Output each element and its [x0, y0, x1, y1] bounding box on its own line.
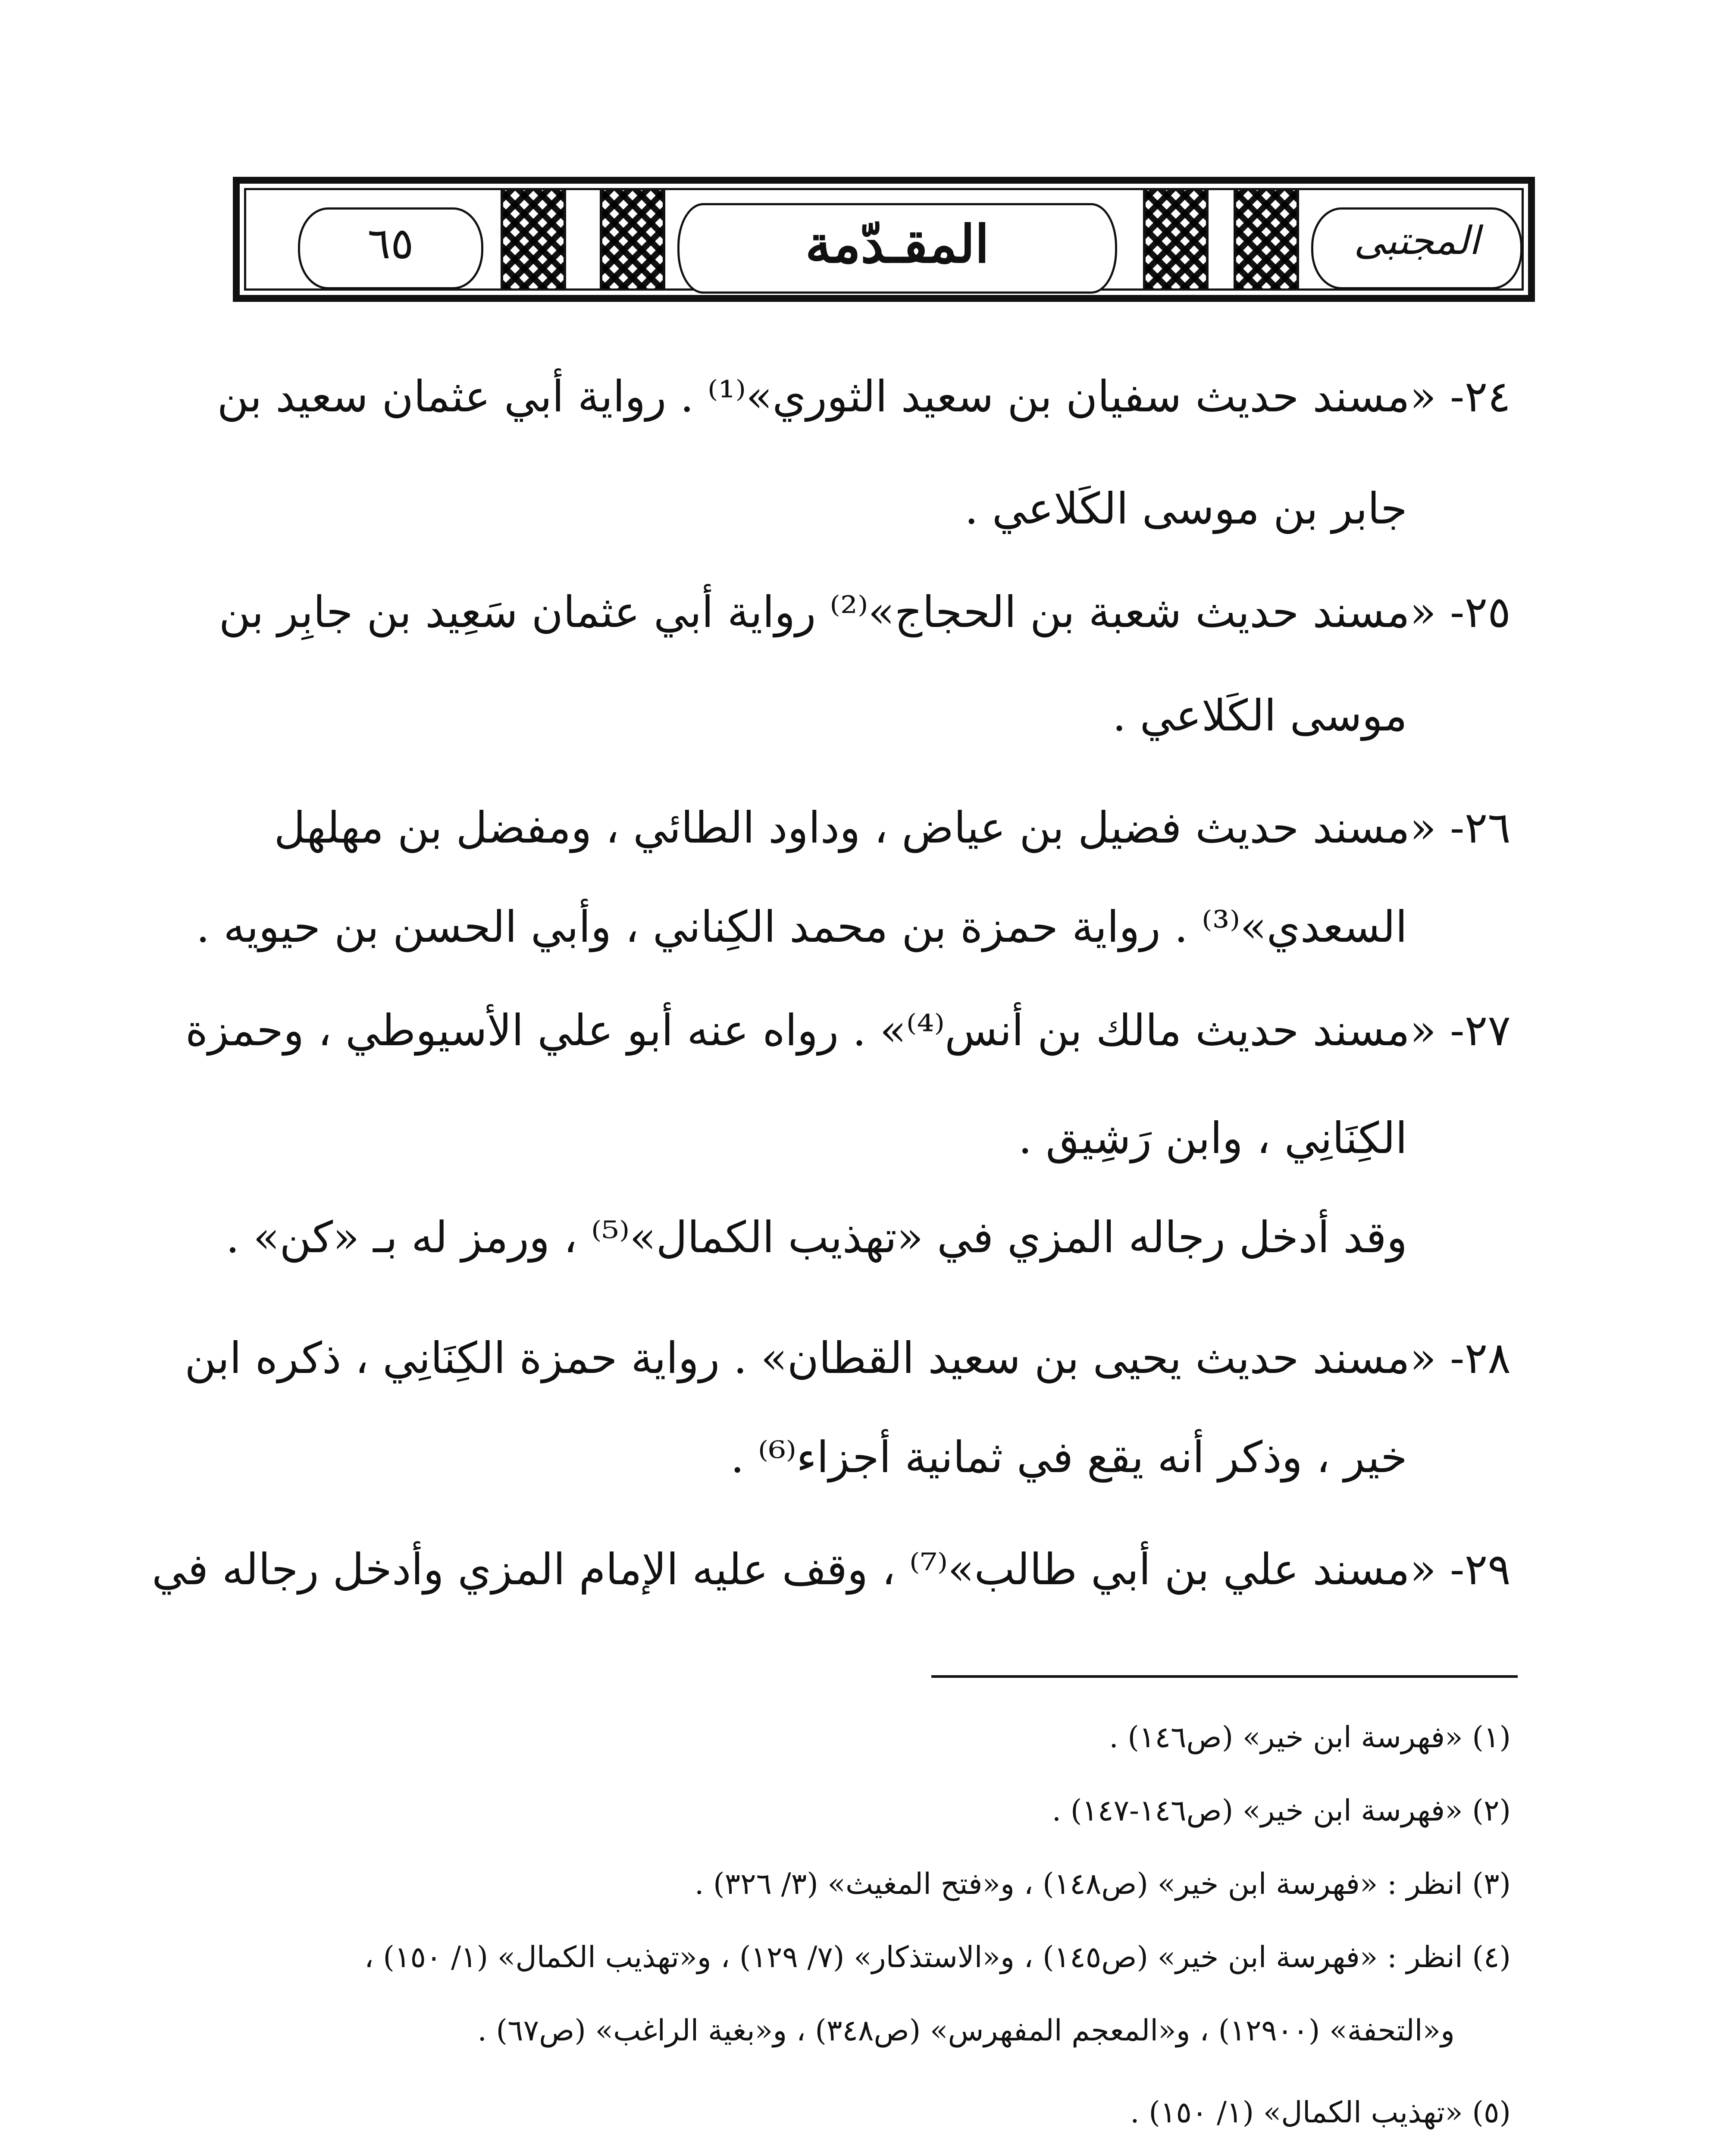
footnote-3: (٣) انظر : «فهرسة ابن خير» (ص١٤٨) ، و«فتح المغيث» (٣/ ٣٢٦) .: [694, 1867, 1511, 1901]
entry-25-line-1: ٢٥- «مسند حديث شعبة بن الحجاج»⁽²⁾ رواية أبي عثمان سَعِيد بن جابِر بن: [219, 587, 1511, 637]
running-title-cartouche: [677, 203, 1117, 294]
entry-24-line-1: ٢٤- «مسند حديث سفيان بن سعيد الثوري»⁽¹⁾ . رواية أبي عثمان سعيد بن: [217, 371, 1511, 422]
running-title: المقـدّمة: [805, 214, 990, 275]
entry-25-line-2: موسى الكَلاعي .: [1112, 690, 1407, 741]
footnote-5: (٥) «تهذيب الكمال» (١/ ١٥٠) .: [1130, 2096, 1511, 2130]
entry-27-line-3: وقد أدخل رجاله المزي في «تهذيب الكمال»⁽⁵⁾ ، ورمز له بـ «كن» .: [225, 1212, 1407, 1263]
entry-27-line-1: ٢٧- «مسند حديث مالك بن أنس⁽⁴⁾» . رواه عنه أبو علي الأسيوطي ، وحمزة: [185, 1005, 1511, 1056]
page-number: ٦٥: [367, 218, 414, 269]
page-header: [233, 177, 1535, 302]
header-frame: [244, 188, 1524, 291]
entry-27-line-2: الكِنَانِي ، وابن رَشِيق .: [1018, 1113, 1407, 1163]
footnote-1: (١) «فهرسة ابن خير» (ص١٤٦) .: [1109, 1720, 1511, 1755]
entry-28-line-1: ٢٨- «مسند حديث يحيى بن سعيد القطان» . رواية حمزة الكِنَانِي ، ذكره ابن: [185, 1333, 1511, 1383]
footnote-2: (٢) «فهرسة ابن خير» (ص١٤٦-١٤٧) .: [1052, 1794, 1511, 1828]
entry-29-line-1: ٢٩- «مسند علي بن أبي طالب»⁽⁷⁾ ، وقف عليه الإمام المزي وأدخل رجاله في: [152, 1544, 1511, 1595]
ornament-icon: [600, 190, 665, 288]
entry-26-line-2: السعدي»⁽³⁾ . رواية حمزة بن محمد الكِناني ، وأبي الحسن بن حيويه .: [196, 902, 1407, 952]
page-number-cartouche: [298, 207, 483, 289]
entry-26-line-1: ٢٦- «مسند حديث فضيل بن عياض ، وداود الطائي ، ومفضل بن مهلهل: [274, 802, 1511, 853]
footnote-4-continued: و«التحفة» (١٢٩٠٠) ، و«المعجم المفهرس» (ص٣٤٨) ، و«بغية الراغب» (ص٦٧) .: [477, 2014, 1455, 2048]
book-logo-cartouche: [1311, 207, 1522, 289]
ornament-icon: [1143, 190, 1209, 288]
ornament-icon: [1234, 190, 1299, 288]
footnote-separator: [931, 1675, 1518, 1678]
ornament-icon: [501, 190, 566, 288]
book-logo: المجتبى: [1354, 218, 1480, 263]
footnote-4: (٤) انظر : «فهرسة ابن خير» (ص١٤٥) ، و«الاستذكار» (٧/ ١٢٩) ، و«تهذيب الكمال» (١/ ١٥٠) ،: [364, 1940, 1511, 1974]
entry-24-line-2: جابر بن موسى الكَلاعي .: [965, 483, 1407, 534]
entry-28-line-2: خير ، وذكر أنه يقع في ثمانية أجزاء⁽⁶⁾ .: [730, 1432, 1407, 1482]
